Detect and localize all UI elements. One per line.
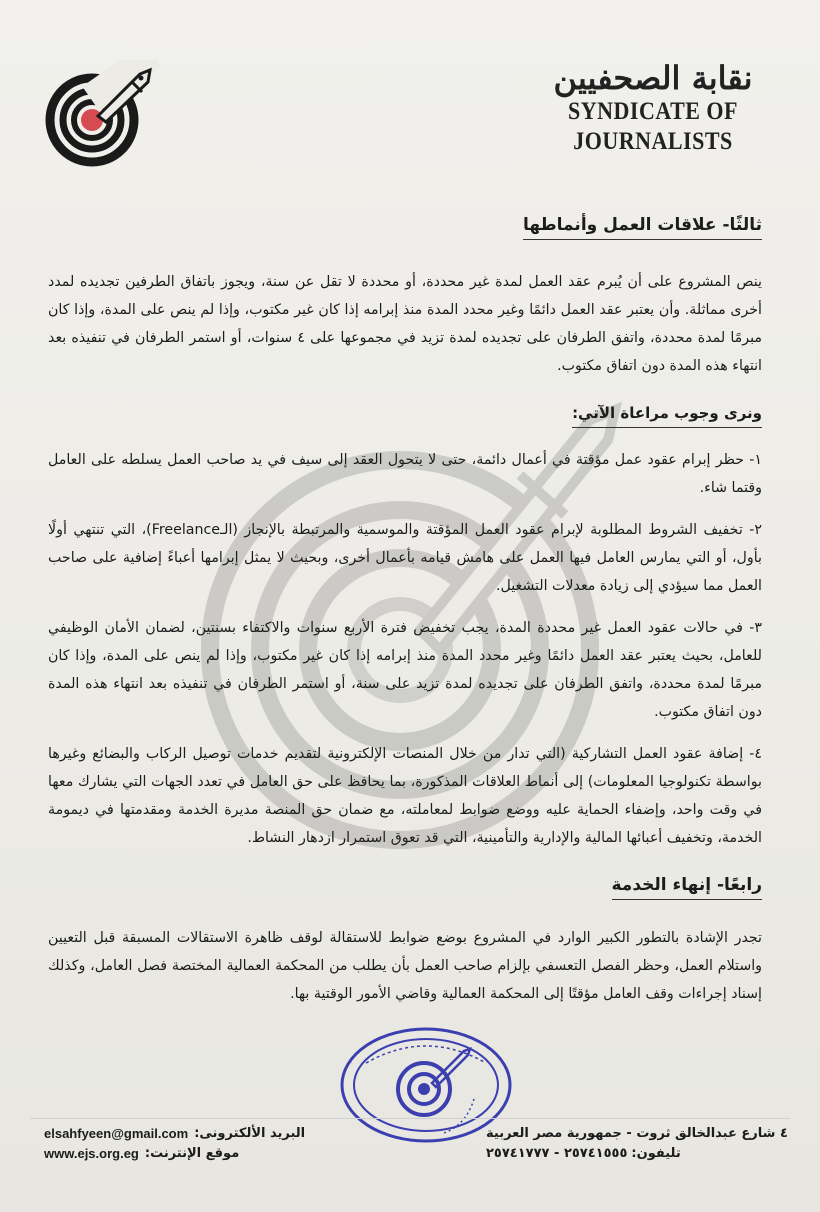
org-name-arabic: نقابة الصحفيين — [553, 59, 753, 97]
footer-email[interactable]: elsahfyeen@gmail.com — [44, 1126, 189, 1141]
section-heading-work-relations: ثالثًا- علاقات العمل وأنماطها — [523, 212, 762, 240]
footer-email-label: البريد الألكترونى: — [194, 1126, 306, 1141]
footer-email-row — [44, 1124, 344, 1144]
recommendation-item-3: ٣- في حالات عقود العمل غير محددة المدة، يجب تخفيض فترة الأربع سنوات والاكتفاء بسنتين، لضمان الأمان الوظيفي للعامل، بحيث يعتبر عقد العمل دائمًا وغير محدد المدة منذ إبرامه إذا كان غير مكتوب، وإذا لم ينص على المدة، وإذا كان مبرمًا لمدة محددة، واتفق الطرفان على تجديده لمدة تزيد على سنة، أو استمر الطرفان في تنفيذه بعد انتهاء هذه المدة دون اتفاق مكتوب. — [48, 620, 762, 720]
footer-address-row — [486, 1124, 786, 1144]
footer-contact-online — [44, 1124, 344, 1164]
footer-phone-label: تليفون: — [631, 1146, 681, 1161]
org-brand — [538, 58, 768, 155]
recommendation-item-2: ٢- تخفيف الشروط المطلوبة لإبرام عقود العمل المؤقتة والموسمية والمرتبطة بالإنجاز (الـFreelance)، التي تنتهي أولًا بأول، أو التي يمارس العامل فيها العمل على هامش قيامه بأعمال أخرى، وبحيث لا يمثل إبرامها أعباءً إضافية على صاحب العمل مما سيؤدي إلى زيادة معدلات التشغيل. — [48, 522, 762, 594]
recommendation-item-4: ٤- إضافة عقود العمل التشاركية (التي تدار من خلال المنصات الإلكترونية لتقديم خدمات توصيل الركاب والبضائع وغيرها بواسطة تكنولوجيا المعلومات) إلى أنماط العلاقات المذكورة، بما يحافظ على حق العامل في تعدد الجهات التي يشارك معها في وقت واحد، وإضفاء الحماية عليه ووضع ضوابط لمعاملته، مع ضمان حق المنصة مديرة الخدمة ومقدمتها في ديمومة الخدمة، وتخفيف أعبائها المالية والإدارية والتأمينية، التي قد تعوق استمرار ازدهار النشاط. — [48, 746, 762, 846]
letter-body — [48, 212, 762, 1008]
recommendation-item-1: ١- حظر إبرام عقود عمل مؤقتة في أعمال دائمة، حتى لا يتحول العقد إلى سيف في يد صاحب العمل يسلطه على العامل وقتما شاء. — [48, 452, 762, 496]
section-heading-termination: رابعًا- إنهاء الخدمة — [612, 872, 763, 900]
footer-divider — [30, 1118, 790, 1119]
footer-website-row — [44, 1144, 344, 1164]
pen-target-logo-icon — [40, 60, 160, 170]
footer-address: ٤ شارع عبدالخالق ثروت - جمهورية مصر العربية — [486, 1126, 788, 1141]
paragraph-work-relations: ينص المشروع على أن يُبرم عقد العمل لمدة غير محددة، أو محددة لا تقل عن سنة، ويجوز باتفاق الطرفين تجديده لمدد أخرى مماثلة. وأن يعتبر عقد العمل دائمًا وغير محدد المدة منذ إبرامه إذا كان غير مكتوب، وإذا لم ينص على المدة، وإذا كان مبرمًا لمدة محددة، واتفق الطرفان على تجديده لمدة تزيد في مجموعها على ٤ سنوات، أو استمر الطرفان في تنفيذه بعد انتهاء هذه المدة دون اتفاق مكتوب. — [48, 274, 762, 374]
footer-phones: ٢٥٧٤١٥٥٥ - ٢٥٧٤١٧٧٧ — [486, 1146, 628, 1161]
org-name-english: SYNDICATE OF JOURNALISTS — [567, 96, 738, 155]
footer-website[interactable]: www.ejs.org.eg — [44, 1146, 139, 1161]
paragraph-termination: تجدر الإشادة بالتطور الكبير الوارد في المشروع بوضع ضوابط للاستقالة لوقف ظاهرة الاستقالات المسبقة قبل التعيين واستلام العمل، وحظر الفصل التعسفي بإلزام صاحب العمل بأن يطلب من المحكمة العمالية المختصة فصل العامل، وكذلك إسناد إجراءات وقف العامل مؤقتًا إلى المحكمة العمالية وقاضي الأمور الوقتية بها. — [48, 930, 762, 1002]
footer-website-label: موقع الإنترنت: — [144, 1146, 240, 1161]
footer-phone-row — [486, 1144, 786, 1164]
section-heading-recommendations: ونرى وجوب مراعاة الآتي: — [572, 400, 762, 428]
footer-contact-address — [486, 1124, 786, 1164]
